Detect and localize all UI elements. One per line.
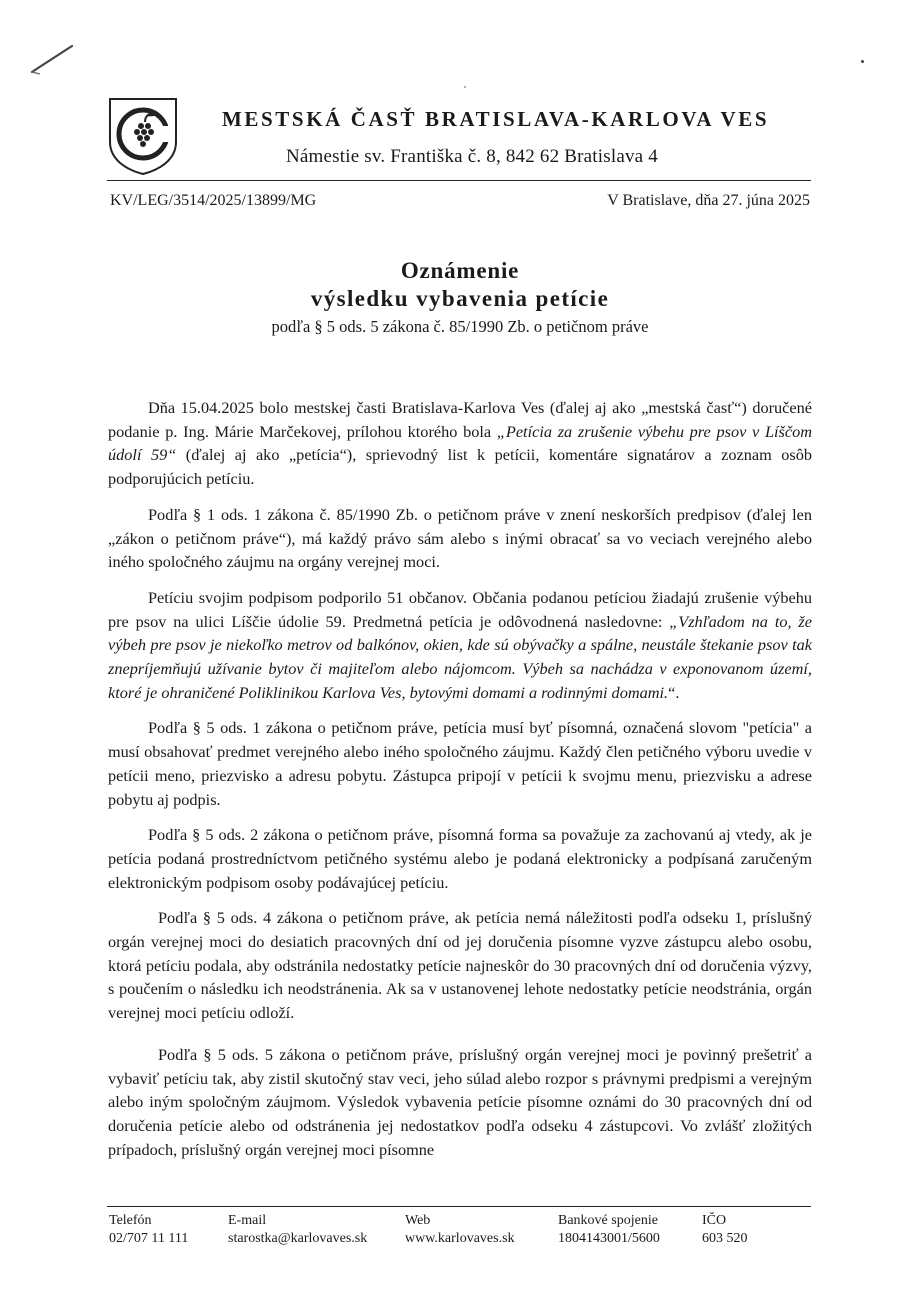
footer-phone-label: Telefón [109, 1213, 152, 1228]
legal-basis-line: podľa § 5 ods. 5 zákona č. 85/1990 Zb. o petičnom práve [271, 317, 649, 336]
document-body [108, 396, 812, 1173]
footer-bank [558, 1212, 660, 1248]
footer-ico-value: 603 520 [702, 1231, 748, 1246]
paragraph-1-text: Dňa 15.04.2025 bolo mestskej časti Bratislava-Karlova Ves (ďalej aj ako „mestská časť“) doručené podanie p. Ing. Márie Marčekovej, prílohou ktorého bola [108, 398, 812, 441]
footer-phone [109, 1212, 188, 1248]
footer-web-label: Web [405, 1213, 431, 1228]
paragraph-3-text-end: “. [668, 682, 680, 702]
organization-address: Námestie sv. Františka č. 8, 842 62 Bratislava 4 [286, 146, 658, 167]
paragraph-7: Podľa § 5 ods. 5 zákona o petičnom práve, príslušný orgán verejnej moci je povinný prešetriť a vybaviť petíciu tak, aby zistil skutočný stav veci, jeho súlad alebo rozpor s právnymi predpismi a verejným alebo iným spoločným záujmom. Výsledok vybavenia petície písomne oznámi do 30 pracovných dní od doručenia petície alebo od odstránenia jej nedostatkov podľa odseku 4 zástupcovi. Vo zvlášť zložitých prípadoch, príslušný orgán verejnej moci písomne [108, 1044, 812, 1159]
header-divider [107, 180, 811, 181]
document-date: V Bratislave, dňa 27. júna 2025 [607, 192, 810, 209]
petition-reason-quote: „Vzhľadom na to, že výbeh pre psov je niekoľko metrov od balkónov, okien, kde sú obývačky a spálne, neustále štekanie psov tak znepríjemňujú užívanie bytov či majiteľom alebo nájomcom. Výbeh sa nachádza v exponovanom území, ktoré je ohraničené Poliklinikou Karlova Ves, bytovými domami a rodinnými domami. [108, 611, 812, 702]
paragraph-2: Podľa § 1 ods. 1 zákona č. 85/1990 Zb. o petičnom práve v znení neskorších predpisov (ďalej len „zákon o petičnom práve“), má každý právo sám alebo s inými obracať sa vo veciach verejného alebo iného spoločného záujmu na orgány verejnej moci. [108, 504, 812, 572]
municipality-crest-logo [107, 96, 179, 176]
organization-name: MESTSKÁ ČASŤ BRATISLAVA-KARLOVA VES [222, 107, 770, 131]
paragraph-1 [108, 396, 812, 491]
paragraph-3 [108, 586, 812, 705]
footer-divider [107, 1206, 811, 1207]
scan-speck [464, 86, 466, 88]
footer-web-value: www.karlovaves.sk [405, 1231, 515, 1246]
footer-email-label: E-mail [228, 1213, 267, 1228]
document-subtitle: výsledku vybavenia petície [310, 286, 610, 311]
petition-title-quote: „Petícia za zrušenie výbehu pre psov v Líščom údolí 59“ [108, 421, 812, 465]
paragraph-1-text-end: (ďalej aj ako „petícia“), sprievodný list k petícii, komentáre signatárov a zoznam osôb podporujúcich petíciu. [108, 445, 812, 489]
footer-phone-value: 02/707 11 111 [109, 1231, 189, 1246]
reference-number: KV/LEG/3514/2025/13899/MG [110, 192, 317, 209]
footer-email [228, 1212, 367, 1248]
footer-bank-label: Bankové spojenie [558, 1213, 658, 1228]
footer-web [405, 1212, 515, 1248]
paragraph-4: Podľa § 5 ods. 1 zákona o petičnom práve, petícia musí byť písomná, označená slovom "petícia" a musí obsahovať predmet verejného alebo iného spoločného záujmu. Každý člen petičného výboru uvedie v petícii meno, priezvisko a adresu pobytu. Zástupca pripojí v petícii k svojmu menu, priezvisku a adrese pobytu aj podpis. [108, 718, 812, 809]
footer-bank-value: 1804143001/5600 [558, 1231, 660, 1246]
paragraph-3-text: Petíciu svojim podpisom podporilo 51 občanov. Občania podanou petíciou žiadajú zrušenie výbehu pre psov na ulici Líščie údolie 59. Predmetná petícia je odôvodnená nasledovne: [108, 587, 812, 631]
footer-ico-label: IČO [702, 1213, 727, 1228]
scan-pen-mark [28, 40, 84, 80]
footer-email-value: starostka@karlovaves.sk [228, 1231, 368, 1246]
scan-speck [861, 60, 864, 63]
footer-ico [702, 1212, 748, 1248]
paragraph-6: Podľa § 5 ods. 4 zákona o petičnom práve, ak petícia nemá náležitosti podľa odseku 1, príslušný orgán verejnej moci do desiatich pracovných dní od jej doručenia písomne vyzve zástupcu alebo osobu, ktorá petíciu podala, aby odstránila nedostatky petície najneskôr do 30 pracovných dní od doručenia výzvy, s poučením o následku ich neodstránenia. Ak sa v ustanovenej lehote nedostatky petície neodstránia, orgán verejnej moci petíciu odloží. [108, 908, 812, 1023]
paragraph-5: Podľa § 5 ods. 2 zákona o petičnom práve, písomná forma sa považuje za zachovanú aj vtedy, ak je petícia podaná prostredníctvom petičného systému alebo je podaná elektronicky a podpísaná zaručeným elektronickým podpisom osoby podávajúcej petíciu. [108, 825, 812, 892]
document-title: Oznámenie [400, 258, 520, 283]
